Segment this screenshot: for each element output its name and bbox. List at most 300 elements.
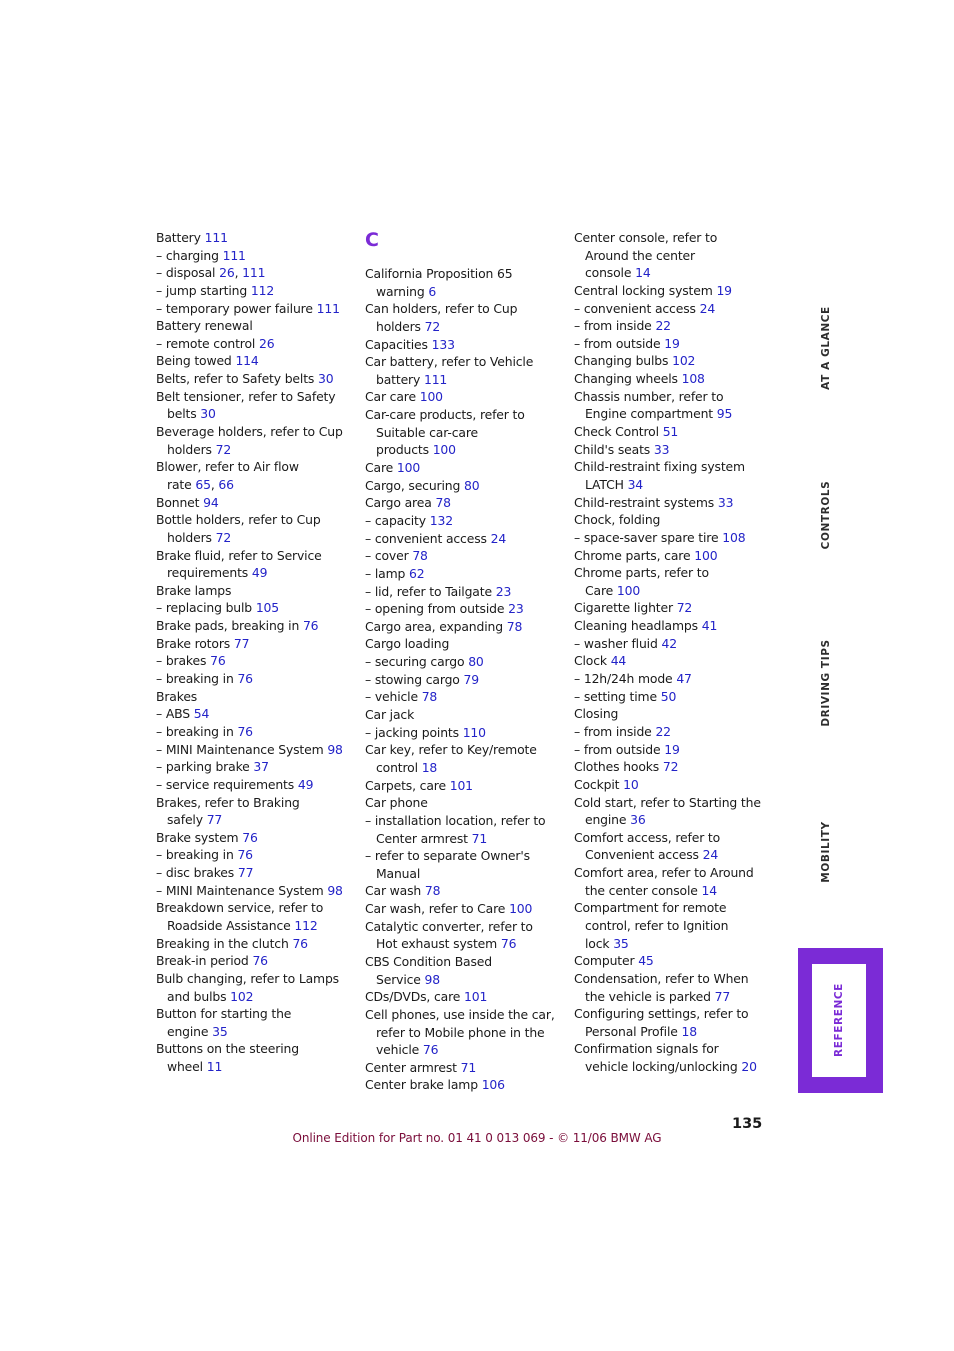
index-entry-text: Computer 45: [574, 953, 654, 969]
page-reference-link[interactable]: 114: [235, 353, 259, 369]
index-entry: [156, 829, 356, 847]
index-entry-text: Brakes: [156, 688, 198, 704]
index-entry: [574, 688, 774, 706]
index-entry: [574, 758, 774, 776]
index-entry: [156, 1040, 356, 1075]
page-reference-link[interactable]: 49: [251, 565, 268, 581]
page-reference-link[interactable]: 77: [233, 635, 250, 651]
index-entry-text: refer to Mobile phone in the: [376, 1024, 545, 1040]
index-entry-text: Convenient access 24: [585, 847, 719, 863]
index-entry-text: Beverage holders, refer to Cup: [156, 424, 343, 440]
index-entry: [156, 317, 356, 335]
index-entry-text: Buttons on the steering: [156, 1041, 299, 1057]
index-entry-text: Bottle holders, refer to Cup: [156, 512, 321, 528]
page-reference-link[interactable]: 66: [218, 476, 234, 492]
page-reference-link[interactable]: 11: [206, 1059, 223, 1075]
index-entry: [156, 599, 356, 617]
page-reference-link[interactable]: 100: [432, 442, 456, 458]
index-entry-text: control 18: [376, 759, 438, 775]
index-entry: [574, 617, 774, 635]
index-entry: [365, 812, 565, 847]
index-entry-text: Capacities 133: [365, 336, 455, 352]
index-entry-text: – temporary power failure 111: [156, 300, 340, 316]
page-reference-link[interactable]: 33: [717, 494, 734, 510]
tab-driving-tips[interactable]: DRIVING TIPS: [820, 639, 832, 727]
page-reference-link[interactable]: 30: [318, 371, 334, 387]
index-entry-text: Confirmation signals for: [574, 1041, 719, 1057]
index-entry: [365, 741, 565, 776]
page-reference-link[interactable]: 110: [462, 724, 486, 740]
page-reference-link[interactable]: 62: [409, 565, 425, 581]
page-reference-link[interactable]: 111: [204, 230, 228, 245]
page-reference-link[interactable]: 111: [423, 371, 448, 387]
index-entry-text: – MINI Maintenance System 98: [156, 741, 343, 757]
index-entry-text: Chrome parts, care 100: [574, 547, 718, 563]
index-entry: [574, 899, 774, 952]
index-entry: [574, 564, 774, 599]
page-reference-link[interactable]: 72: [676, 600, 693, 616]
index-entry-text: Carpets, care 101: [365, 777, 473, 793]
index-entry: [574, 705, 774, 723]
page-reference-link[interactable]: 49: [297, 776, 314, 792]
page-reference-link[interactable]: 100: [694, 547, 718, 563]
index-entry: [156, 864, 356, 882]
page-reference-link[interactable]: 42: [661, 635, 677, 651]
page-reference-link[interactable]: 76: [252, 953, 268, 969]
page-reference-link[interactable]: 80: [463, 477, 480, 493]
index-entry-text: Car key, refer to Key/remote: [365, 742, 537, 758]
index-entry: [156, 952, 356, 970]
page-reference-link[interactable]: 18: [421, 759, 438, 775]
index-entry: [156, 635, 356, 653]
page-reference-link[interactable]: 33: [653, 441, 670, 457]
page-reference-link[interactable]: 108: [722, 529, 746, 545]
page-reference-link[interactable]: 102: [672, 353, 696, 369]
index-entry: [156, 1005, 356, 1040]
index-entry-text: battery 111: [376, 371, 448, 387]
index-entry: [574, 970, 774, 1005]
index-entry: [156, 264, 356, 282]
index-entry-text: – parking brake 37: [156, 759, 269, 775]
index-entry: [156, 741, 356, 759]
page-reference-link[interactable]: 22: [655, 723, 671, 739]
page-reference-link[interactable]: 76: [500, 936, 517, 952]
index-entry-text: Cleaning headlamps 41: [574, 618, 718, 634]
page-reference-link[interactable]: 65: [195, 476, 211, 492]
page-reference-link[interactable]: 6: [428, 283, 437, 299]
index-entry-text: – disposal 26, 111: [156, 265, 266, 281]
index-entry: [156, 335, 356, 353]
index-entry-text: Button for starting the: [156, 1006, 292, 1022]
section-letter: C: [365, 229, 379, 251]
index-entry: [365, 459, 565, 477]
index-entry-text: Engine compartment 95: [585, 406, 733, 422]
index-entry-text: Brake rotors 77: [156, 635, 250, 651]
page-reference-link[interactable]: 76: [237, 671, 253, 687]
page-reference-link[interactable]: 14: [701, 882, 717, 898]
page-reference-link[interactable]: 72: [662, 759, 679, 775]
page-reference-link[interactable]: 101: [449, 777, 473, 793]
index-entry: [156, 723, 356, 741]
index-entry: [156, 423, 356, 458]
page-reference-link[interactable]: 111: [242, 265, 266, 281]
index-entry: [156, 458, 356, 493]
page-reference-link[interactable]: 76: [292, 935, 308, 951]
index-entry-text: Personal Profile 18: [585, 1023, 697, 1039]
index-entry-text: Car wash 78: [365, 883, 441, 899]
index-entry-text: – service requirements 49: [156, 776, 314, 792]
page-reference-link[interactable]: 10: [623, 776, 639, 792]
page-reference-link[interactable]: 50: [660, 688, 677, 704]
index-entry: [365, 1059, 565, 1077]
index-entry-text: the center console 14: [585, 882, 717, 898]
index-entry: [574, 599, 774, 617]
index-entry-text: – disc brakes 77: [156, 865, 254, 881]
index-entry-text: Breaking in the clutch 76: [156, 935, 308, 951]
index-entry-text: Clothes hooks 72: [574, 759, 679, 775]
page-reference-link[interactable]: 19: [716, 282, 732, 298]
index-entry-text: Care 100: [365, 460, 421, 476]
index-entry: [365, 336, 565, 354]
index-entry-text: Condensation, refer to When: [574, 970, 749, 986]
page-reference-link[interactable]: 54: [193, 706, 210, 722]
index-entry-text: LATCH 34: [585, 476, 644, 492]
index-entry-text: – breaking in 76: [156, 723, 253, 739]
index-entry: [156, 229, 356, 247]
index-entry-text: – charging 111: [156, 247, 246, 263]
index-entry-text: Being towed 114: [156, 353, 259, 369]
index-entry: [574, 423, 774, 441]
index-entry-text: – refer to separate Owner's: [365, 848, 530, 864]
index-entry: [156, 652, 356, 670]
index-entry: [574, 952, 774, 970]
index-entry-text: Bonnet 94: [156, 494, 219, 510]
index-entry: [365, 671, 565, 689]
tab-mobility[interactable]: MOBILITY: [820, 821, 832, 883]
page-reference-link[interactable]: 41: [701, 618, 718, 634]
index-entry: [574, 794, 774, 829]
index-entry-text: engine 35: [167, 1023, 228, 1039]
index-entry-text: – remote control 26: [156, 335, 275, 351]
page-reference-link[interactable]: 133: [431, 336, 455, 352]
page-reference-link[interactable]: 101: [464, 989, 488, 1005]
index-entry: [156, 776, 356, 794]
index-entry: [574, 511, 774, 529]
index-entry-text: Brake pads, breaking in 76: [156, 618, 319, 634]
index-entry: [156, 582, 356, 600]
index-entry: [156, 846, 356, 864]
index-entry: [365, 794, 565, 812]
index-entry: [574, 458, 774, 493]
index-entry: [574, 388, 774, 423]
page-reference-link[interactable]: 100: [509, 901, 533, 917]
page-reference-link[interactable]: 98: [424, 971, 441, 987]
index-entry: [574, 741, 774, 759]
index-entry-text: vehicle locking/unlocking 20: [585, 1059, 757, 1075]
page-reference-link[interactable]: 80: [468, 654, 484, 670]
index-entry-text: Car care 100: [365, 389, 443, 405]
index-entry: [156, 970, 356, 1005]
page-reference-link[interactable]: 100: [396, 460, 421, 476]
page-reference-link[interactable]: 44: [610, 653, 627, 669]
page-reference-link[interactable]: 20: [741, 1059, 757, 1075]
page-reference-link[interactable]: 34: [627, 476, 644, 492]
index-entry: [365, 900, 565, 918]
index-entry: [574, 670, 774, 688]
tab-at-a-glance[interactable]: AT A GLANCE: [820, 306, 832, 390]
page-reference-link[interactable]: 78: [424, 883, 441, 899]
index-entry-text: and bulbs 102: [167, 988, 254, 1004]
index-entry: [156, 899, 356, 934]
index-entry: [156, 547, 356, 582]
page-reference-link[interactable]: 106: [481, 1077, 505, 1093]
index-entry-text: Suitable car-care: [376, 424, 478, 440]
index-entry: [574, 317, 774, 335]
index-entry-text: Cell phones, use inside the car,: [365, 1006, 555, 1022]
index-entry-text: Brake lamps: [156, 582, 232, 598]
index-entry-text: Configuring settings, refer to: [574, 1006, 749, 1022]
page-reference-link[interactable]: 76: [422, 1042, 439, 1058]
page-reference-link[interactable]: 24: [490, 530, 507, 546]
page-reference-link[interactable]: 112: [294, 917, 318, 933]
index-entry: [156, 705, 356, 723]
index-entry-text: Closing: [574, 706, 619, 722]
index-entry-text: Bulb changing, refer to Lamps: [156, 970, 339, 986]
index-entry: [365, 265, 565, 300]
page-reference-link[interactable]: 36: [630, 812, 646, 828]
index-entry: [156, 282, 356, 300]
page-reference-link[interactable]: 98: [327, 741, 343, 757]
index-entry: [365, 724, 565, 742]
index-entry: [574, 335, 774, 353]
page-reference-link[interactable]: 76: [302, 618, 319, 634]
index-entry-text: Center console, refer to: [574, 230, 718, 245]
page-reference-link[interactable]: 78: [435, 495, 451, 511]
page-reference-link[interactable]: 77: [237, 865, 254, 881]
index-entry-text: – from outside 19: [574, 335, 680, 351]
page-reference-link[interactable]: 51: [662, 424, 679, 440]
page-reference-link[interactable]: 112: [250, 282, 275, 298]
page-reference-link[interactable]: 100: [419, 389, 443, 405]
index-entry-text: Can holders, refer to Cup: [365, 301, 518, 317]
page-reference-link[interactable]: 26: [259, 335, 275, 351]
index-entry-text: – opening from outside 23: [365, 601, 524, 617]
index-entry: [365, 1006, 565, 1059]
index-entry-text: Cargo area 78: [365, 495, 451, 511]
index-entry: [574, 723, 774, 741]
index-entry-text: Cold start, refer to Starting the: [574, 794, 761, 810]
page-reference-link[interactable]: 98: [327, 882, 343, 898]
index-entry-text: the vehicle is parked 77: [585, 988, 731, 1004]
index-entry: [156, 388, 356, 423]
page-reference-link[interactable]: 132: [429, 512, 453, 528]
index-entry-text: – securing cargo 80: [365, 654, 484, 670]
page-reference-link[interactable]: 24: [699, 300, 716, 316]
index-entry-text: holders 72: [167, 441, 232, 457]
index-entry: [574, 282, 774, 300]
tab-controls[interactable]: CONTROLS: [820, 480, 832, 550]
index-entry-text: Center brake lamp 106: [365, 1077, 505, 1093]
page-reference-link[interactable]: 94: [203, 494, 219, 510]
index-entry-text: Brake fluid, refer to Service: [156, 547, 322, 563]
page-reference-link[interactable]: 72: [215, 441, 232, 457]
index-column-2: [365, 229, 565, 1094]
page-reference-link[interactable]: 78: [421, 689, 438, 705]
page-reference-link[interactable]: 76: [237, 723, 253, 739]
index-entry-text: Check Control 51: [574, 424, 679, 440]
page-reference-link[interactable]: 105: [255, 600, 280, 616]
index-entry-text: – space-saver spare tire 108: [574, 529, 746, 545]
index-entry-text: Brake system 76: [156, 829, 258, 845]
page-reference-link[interactable]: 35: [212, 1023, 228, 1039]
page-reference-link[interactable]: 95: [716, 406, 733, 422]
index-entry-text: Care 100: [585, 582, 641, 598]
page-reference-link[interactable]: 30: [200, 406, 216, 422]
index-entry-text: CBS Condition Based: [365, 953, 492, 969]
page-reference-link[interactable]: 23: [508, 601, 524, 617]
index-entry-text: – lamp 62: [365, 565, 425, 581]
index-entry-text: Cargo loading: [365, 636, 450, 652]
page-reference-link[interactable]: 18: [681, 1023, 697, 1039]
index-entry: [365, 653, 565, 671]
index-column-3: [574, 229, 774, 1076]
page-reference-link[interactable]: 71: [460, 1059, 477, 1075]
page-reference-link[interactable]: 79: [463, 671, 479, 687]
index-entry-text: Changing wheels 108: [574, 371, 705, 387]
index-entry: [156, 352, 356, 370]
index-entry-text: – stowing cargo 79: [365, 671, 479, 687]
index-entry-text: belts 30: [167, 406, 216, 422]
index-entry: [574, 494, 774, 512]
tab-reference-active[interactable]: [798, 948, 883, 1093]
index-entry-text: Compartment for remote: [574, 900, 727, 916]
page-reference-link[interactable]: 26: [219, 265, 235, 281]
index-entry-text: Chrome parts, refer to: [574, 565, 709, 581]
index-entry-text: Belts, refer to Safety belts 30: [156, 371, 334, 387]
index-entry-text: Center armrest 71: [365, 1059, 477, 1075]
index-entry-text: Manual: [376, 865, 421, 881]
index-entry-text: Cigarette lighter 72: [574, 600, 693, 616]
index-entry-text: Cargo, securing 80: [365, 477, 480, 493]
index-entry: [574, 300, 774, 318]
index-entry-text: console 14: [585, 265, 651, 281]
index-entry-text: – replacing bulb 105: [156, 600, 280, 616]
index-entry-text: – jump starting 112: [156, 282, 275, 298]
page-reference-link[interactable]: 45: [638, 953, 654, 969]
index-entry: [365, 388, 565, 406]
page-reference-link[interactable]: 100: [616, 582, 641, 598]
index-entry-text: – from outside 19: [574, 741, 680, 757]
index-entry: [365, 777, 565, 795]
index-entry-text: Comfort access, refer to: [574, 829, 721, 845]
page-reference-link[interactable]: 47: [676, 671, 692, 687]
page-reference-link[interactable]: 23: [495, 583, 512, 599]
page-reference-link[interactable]: 14: [635, 265, 651, 281]
index-entry-text: – lid, refer to Tailgate 23: [365, 583, 512, 599]
index-entry-text: Roadside Assistance 112: [167, 917, 318, 933]
tab-reference: REFERENCE: [833, 983, 845, 1057]
page-reference-link[interactable]: 76: [242, 829, 258, 845]
page-reference-link[interactable]: 19: [664, 335, 680, 351]
index-entry-text: Car wash, refer to Care 100: [365, 901, 533, 917]
index-entry-text: Child-restraint systems 33: [574, 494, 734, 510]
index-entry: [574, 829, 774, 864]
index-entry-text: – washer fluid 42: [574, 635, 677, 651]
index-entry-text: vehicle 76: [376, 1042, 439, 1058]
index-entry: [365, 618, 565, 636]
index-entry: [365, 353, 565, 388]
page-reference-link[interactable]: 111: [316, 300, 340, 316]
index-entry-text: – installation location, refer to: [365, 812, 546, 828]
index-entry-text: Center armrest 71: [376, 830, 488, 846]
page-reference-link[interactable]: 108: [681, 371, 705, 387]
index-entry: [365, 706, 565, 724]
index-entry-text: – breaking in 76: [156, 671, 253, 687]
page-reference-link[interactable]: 24: [702, 847, 719, 863]
index-entry-text: products 100: [376, 442, 456, 458]
index-entry-text: California Proposition 65: [365, 266, 513, 281]
index-entry-text: Car phone: [365, 795, 428, 811]
index-entry: [156, 882, 356, 900]
page-reference-link[interactable]: 37: [253, 759, 269, 775]
index-entry: [365, 882, 565, 900]
index-entry-text: Around the center: [585, 247, 695, 263]
page-reference-link[interactable]: 35: [613, 935, 629, 951]
page-reference-link[interactable]: 76: [210, 653, 226, 669]
page-reference-link[interactable]: 111: [222, 247, 246, 263]
index-entry-text: rate 65, 66: [167, 476, 234, 492]
index-entry: [156, 617, 356, 635]
page-reference-link[interactable]: 78: [412, 548, 428, 564]
index-entry-text: Hot exhaust system 76: [376, 936, 517, 952]
index-entry-text: Car jack: [365, 707, 415, 723]
index-entry-text: Belt tensioner, refer to Safety: [156, 388, 336, 404]
index-entry-text: Catalytic converter, refer to: [365, 918, 533, 934]
index-entry-text: – cover 78: [365, 548, 428, 564]
index-entry-text: Cockpit 10: [574, 776, 639, 792]
index-entry-text: – brakes 76: [156, 653, 226, 669]
index-entry: [574, 352, 774, 370]
index-entry: [365, 918, 565, 953]
index-entry-text: safely 77: [167, 812, 223, 828]
index-entry: [574, 529, 774, 547]
page-reference-link[interactable]: 72: [215, 529, 232, 545]
index-entry-text: – ABS 54: [156, 706, 210, 722]
page-reference-link[interactable]: 22: [655, 318, 671, 334]
index-entry-text: Blower, refer to Air flow: [156, 459, 299, 475]
index-entry: [574, 1005, 774, 1040]
page-reference-link[interactable]: 72: [424, 318, 441, 334]
index-entry: [156, 300, 356, 318]
page-reference-link[interactable]: 78: [506, 618, 523, 634]
page-reference-link[interactable]: 102: [230, 988, 254, 1004]
page-reference-link[interactable]: 77: [714, 988, 731, 1004]
index-entry: [365, 635, 565, 653]
page-reference-link[interactable]: 71: [471, 830, 488, 846]
page-reference-link[interactable]: 77: [206, 812, 223, 828]
index-entry: [156, 247, 356, 265]
index-entry-text: Breakdown service, refer to: [156, 900, 324, 916]
index-entry: [365, 847, 565, 882]
page-reference-link[interactable]: 76: [237, 847, 253, 863]
index-entry: [574, 652, 774, 670]
page-reference-link[interactable]: 19: [664, 741, 680, 757]
index-entry: [574, 229, 774, 282]
index-entry-text: CDs/DVDs, care 101: [365, 989, 488, 1005]
index-entry-text: Car-care products, refer to: [365, 407, 525, 423]
index-entry: [365, 688, 565, 706]
index-entry-text: Battery renewal: [156, 318, 253, 334]
